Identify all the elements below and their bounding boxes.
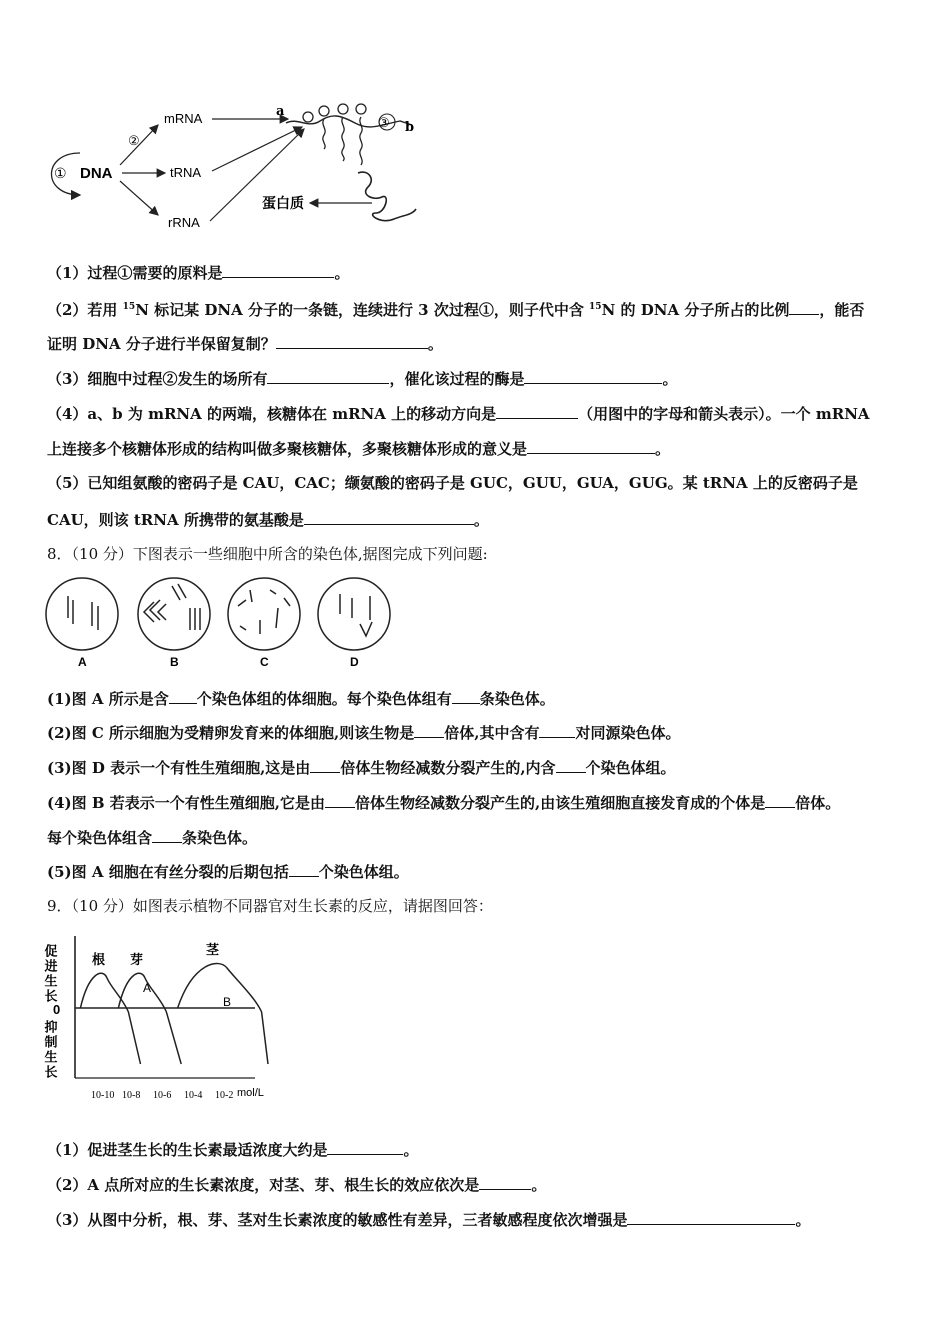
x-tick-label: 10-4: [184, 1090, 203, 1101]
x-tick-label: 10-6: [153, 1090, 172, 1101]
q7-part3: （3）细胞中过程②发生的场所有 ，催化该过程的酶是 。: [47, 370, 678, 388]
answer-blank[interactable]: [222, 262, 334, 278]
answer-blank[interactable]: [479, 1174, 531, 1190]
ylabel-zero: 0: [53, 1002, 61, 1017]
series-label-2: 茎: [206, 943, 220, 958]
x-tick-label: 10-2: [215, 1090, 234, 1101]
chromosome-cells-figure: [40, 578, 400, 670]
dna-label: DNA: [80, 165, 113, 182]
mrna-end-a: a: [276, 104, 285, 119]
point-b-label: B: [223, 995, 232, 1009]
q8-part5: (5)图 A 细胞在有丝分裂的后期包括 个染色体组。: [47, 863, 409, 881]
answer-blank[interactable]: [327, 1139, 403, 1155]
q8-header: 8．（10 分）下图表示一些细胞中所含的染色体,据图完成下列问题:: [47, 545, 488, 563]
q7-part1: （1）过程①需要的原料是 。: [47, 264, 350, 282]
answer-blank[interactable]: [556, 757, 586, 773]
q7-part5-cont: CAU，则该 tRNA 所携带的氨基酸是 。: [47, 511, 489, 529]
answer-blank[interactable]: [289, 861, 319, 877]
cell-d: [318, 578, 390, 650]
cell-label-d: D: [350, 655, 359, 669]
q7-part4: （4）a、b 为 mRNA 的两端，核糖体在 mRNA 上的移动方向是 （用图中的字母和箭头表示）。一个 mRNA: [47, 405, 870, 423]
series-label-0: 根: [92, 953, 106, 968]
answer-blank[interactable]: [325, 792, 355, 808]
process-1-label: ①: [54, 166, 67, 182]
mrna-label: mRNA: [164, 111, 203, 126]
answer-blank[interactable]: [539, 722, 575, 738]
arrow-to-rrna: [120, 181, 158, 215]
answer-blank[interactable]: [452, 688, 480, 704]
answer-blank[interactable]: [789, 299, 819, 315]
cell-label-a: A: [78, 655, 87, 669]
rrna-label: rRNA: [168, 215, 200, 230]
answer-blank[interactable]: [169, 688, 197, 704]
ylabel-inhibit: 抑制生长: [41, 1020, 57, 1080]
series-label-1: 芽: [130, 953, 144, 968]
y-axis-labels: [42, 943, 61, 1080]
process-2-label: ②: [128, 134, 140, 149]
cell-label-b: B: [170, 655, 179, 669]
answer-blank[interactable]: [276, 333, 428, 349]
q7-part4-cont: 上连接多个核糖体形成的结构叫做多聚核糖体，多聚核糖体形成的意义是 。: [47, 440, 671, 458]
cell-a: [46, 578, 118, 650]
q7-part5: （5）已知组氨酸的密码子是 CAU，CAC；缬氨酸的密码子是 GUC，GUU，GUA，GUG。某 tRNA 上的反密码子是: [47, 474, 858, 492]
protein-label: 蛋白质: [262, 196, 304, 212]
q9-part3: （3）从图中分析，根、芽、茎对生长素浓度的敏感性有差异，三者敏感程度依次增强是 。: [47, 1211, 811, 1229]
answer-blank[interactable]: [524, 368, 662, 384]
q7-part2-cont: 证明 DNA 分子进行半保留复制？ 。: [47, 335, 443, 353]
point-a-label: A: [143, 981, 152, 995]
answer-blank[interactable]: [152, 827, 182, 843]
answer-blank[interactable]: [267, 368, 389, 384]
answer-blank[interactable]: [414, 722, 444, 738]
answer-blank[interactable]: [304, 509, 474, 525]
trna-label: tRNA: [170, 165, 202, 180]
ribosomes: [303, 104, 366, 165]
q8-part4: (4)图 B 若表示一个有性生殖细胞,它是由 倍体生物经减数分裂产生的,由该生殖细胞直接发育成的个体是 倍体。: [47, 794, 841, 812]
x-tick-label: 10-8: [122, 1090, 141, 1101]
x-unit-label: mol/L: [237, 1087, 264, 1099]
mrna-end-b: b: [405, 120, 415, 135]
q9-part2: （2）A 点所对应的生长素浓度，对茎、芽、根生长的效应依次是 。: [47, 1176, 547, 1194]
cell-c: [228, 578, 300, 650]
q8-part4-cont: 每个染色体组含 条染色体。: [47, 829, 258, 847]
x-tick-label: 10-10: [91, 1090, 115, 1101]
answer-blank[interactable]: [496, 403, 578, 419]
q7-part2: （2）若用 $^{15}$N 标记某 DNA 分子的一条链，连续进行 3 次过程①，则子代中含 $^{15}$N 的 DNA 分子所占的比例 ，能否: [47, 301, 865, 319]
auxin-response-chart: [41, 928, 295, 1108]
protein-chain: [358, 172, 416, 221]
answer-blank[interactable]: [765, 792, 795, 808]
curve-2: [178, 964, 268, 1064]
q8-part2: (2)图 C 所示细胞为受精卵发育来的体细胞,则该生物是 倍体,其中含有 对同源染色体。: [47, 724, 681, 742]
curve-0: [80, 973, 140, 1064]
process-3-label: ③: [378, 116, 390, 131]
q8-part3: (3)图 D 表示一个有性生殖细胞,这是由 倍体生物经减数分裂产生的,内含 个染色体组。: [47, 759, 676, 777]
cell-label-c: C: [260, 655, 269, 669]
q8-part1: (1)图 A 所示是含 个染色体组的体细胞。每个染色体组有 条染色体。: [47, 690, 555, 708]
answer-blank[interactable]: [527, 438, 655, 454]
q9-header: 9．（10 分）如图表示植物不同器官对生长素的反应，请据图回答：: [47, 897, 493, 915]
arrow-trna-to-ribosome: [212, 127, 302, 171]
gene-expression-diagram: [40, 95, 440, 240]
q9-part1: （1）促进茎生长的生长素最适浓度大约是 。: [47, 1141, 419, 1159]
answer-blank[interactable]: [310, 757, 340, 773]
answer-blank[interactable]: [627, 1209, 795, 1225]
ylabel-promote: 促进生长: [41, 944, 57, 1004]
